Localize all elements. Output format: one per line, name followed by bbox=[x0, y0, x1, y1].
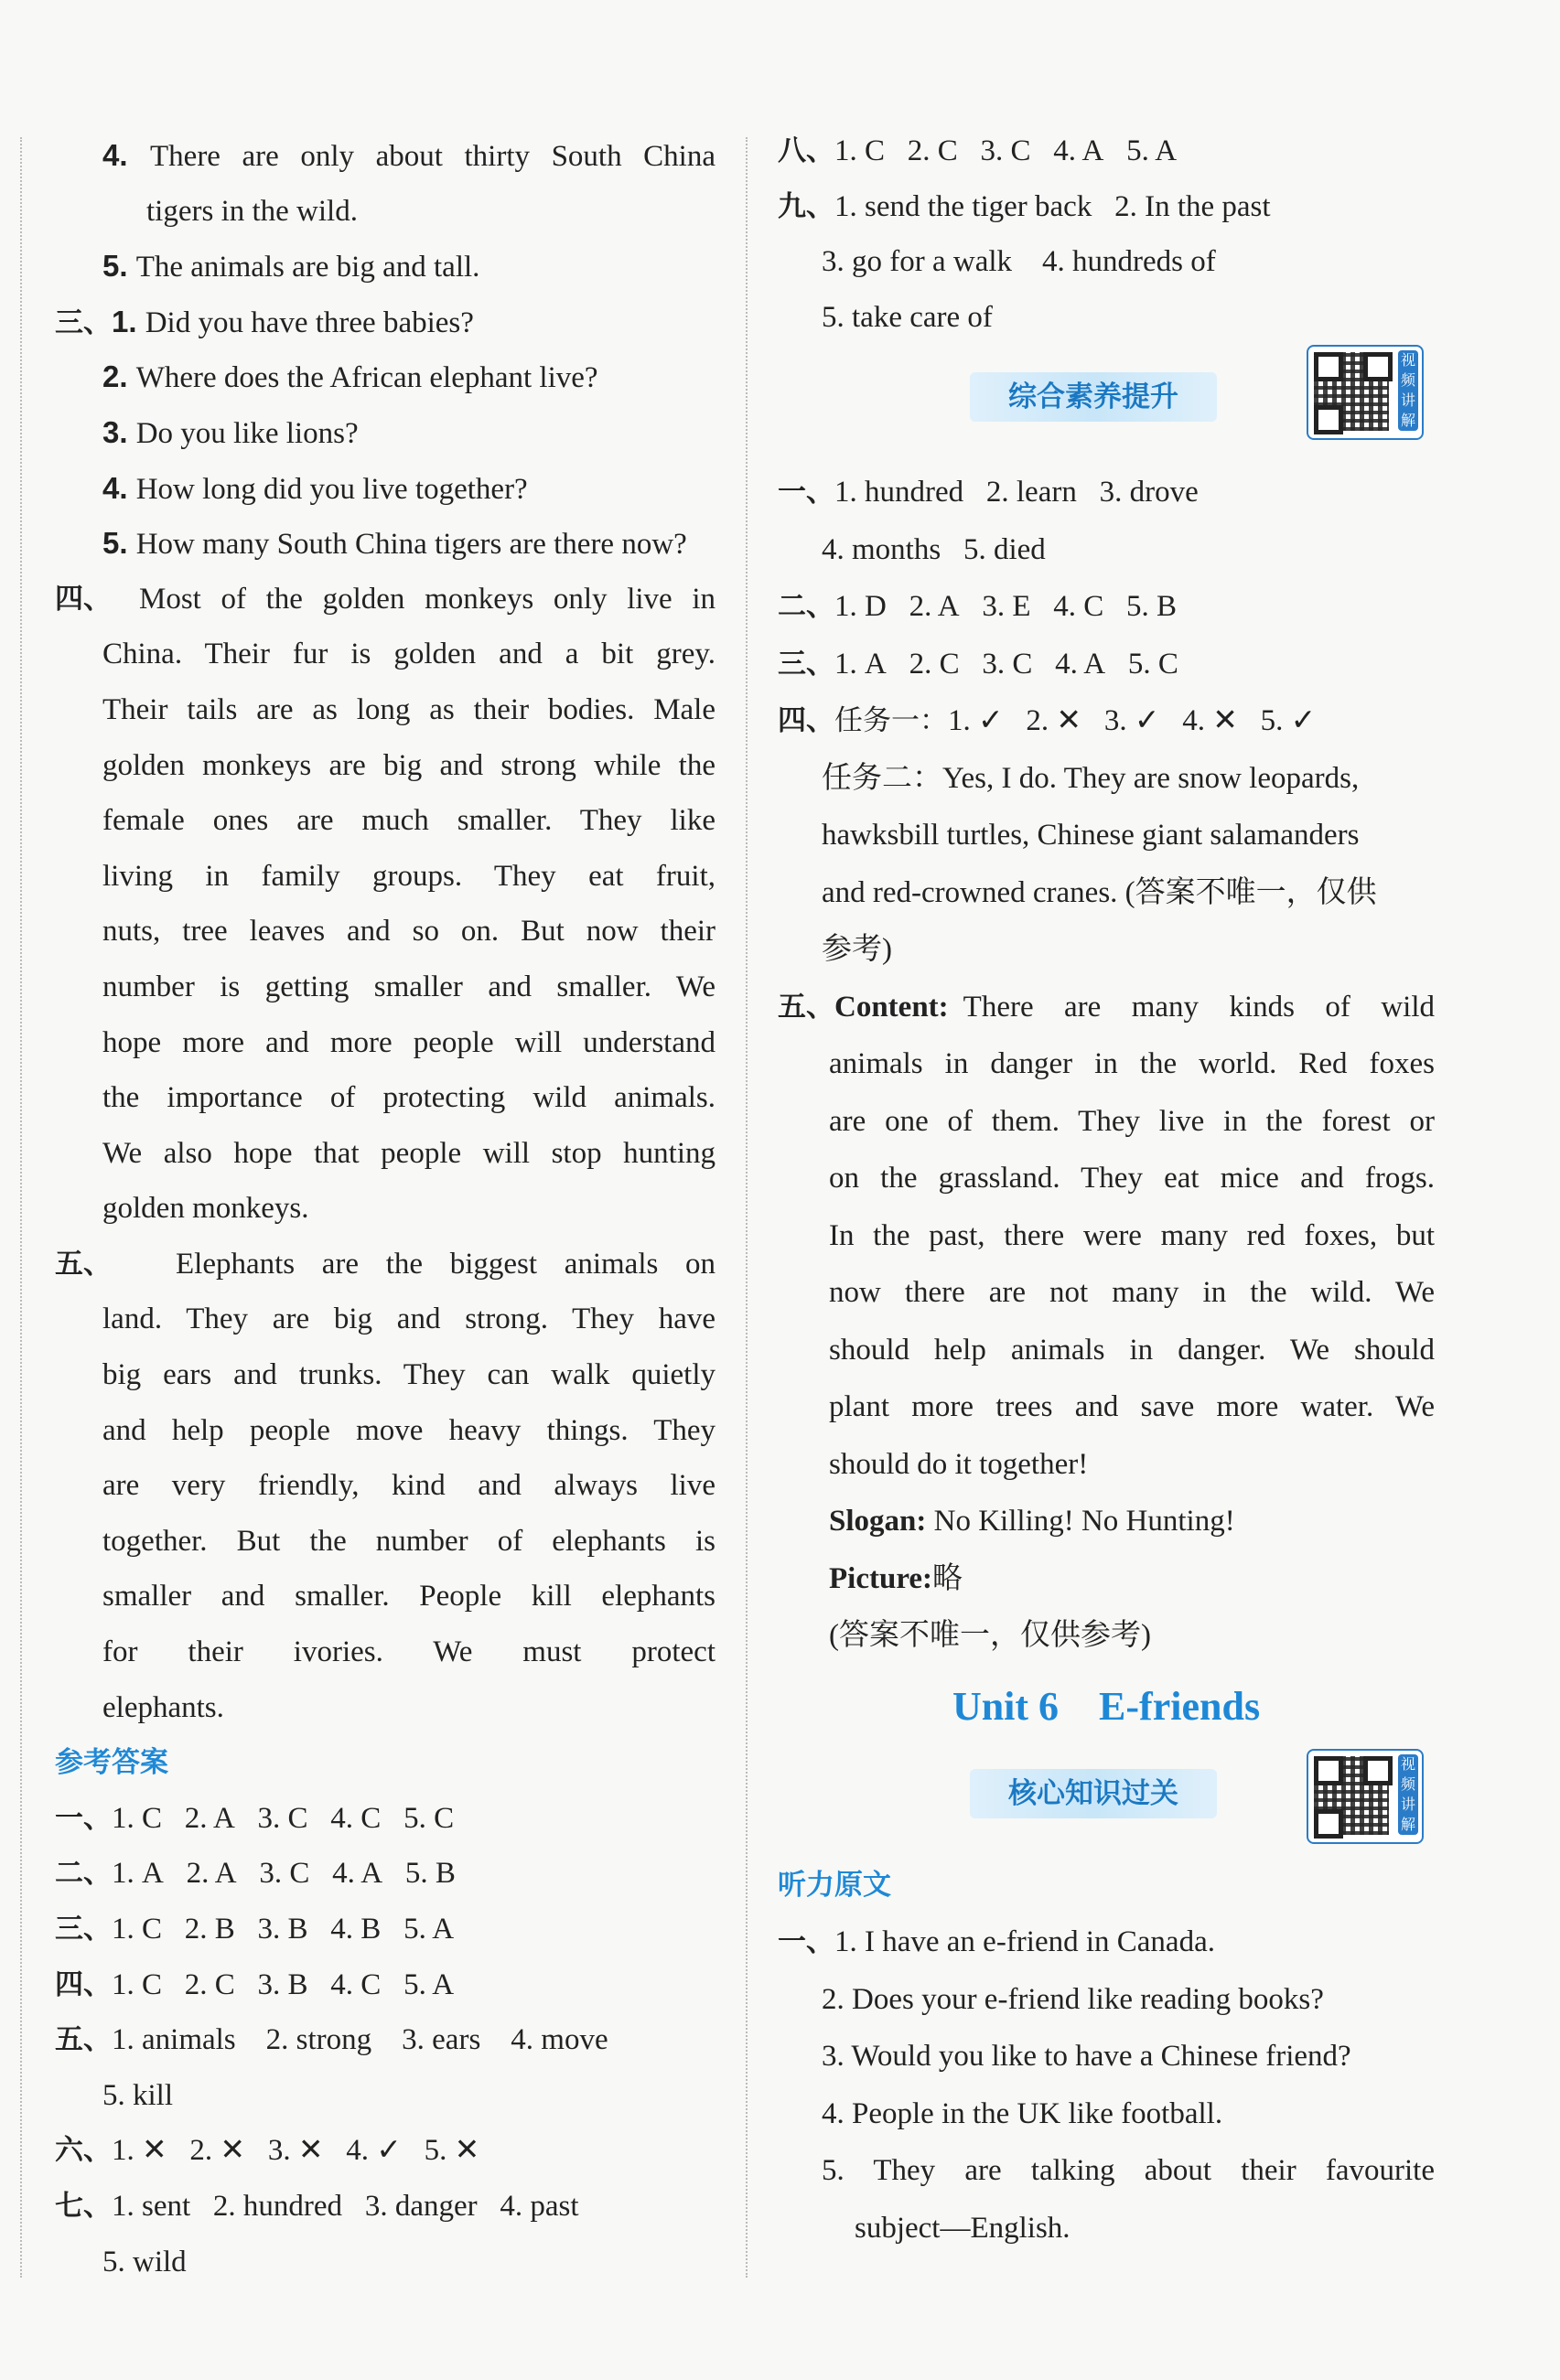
prev-q4-line1: 4. There are only about thirty South China bbox=[102, 138, 715, 173]
comp-wu-picture: Picture:略 bbox=[829, 1561, 963, 1595]
section-wu-line5: together. But the number of elephants is bbox=[102, 1524, 715, 1558]
comp-wu-content-line0: 五、 Content: There are many kinds of wild bbox=[778, 990, 1435, 1024]
answer-row-jiu-1: 九、1. send the tiger back 2. In the past bbox=[778, 189, 1271, 223]
section-san-q5: 5. How many South China tigers are there now? bbox=[102, 526, 687, 562]
comp-wu-content-line6: should help animals in danger. We should bbox=[829, 1333, 1435, 1367]
section-si-line7: number is getting smaller and smaller. We bbox=[102, 970, 715, 1003]
comp-si-task2-line1: hawksbill turtles, Chinese giant salamanders bbox=[822, 819, 1360, 852]
section-si-line2: Their tails are as long as their bodies. Male bbox=[102, 692, 715, 726]
qr-code-icon[interactable] bbox=[1307, 345, 1424, 440]
listen-line5b: subject—English. bbox=[855, 2211, 1070, 2245]
comp-wu-content-line1: animals in danger in the world. Red foxes bbox=[829, 1047, 1435, 1081]
section-san-q2: 2. Where does the African elephant live? bbox=[102, 359, 598, 395]
comp-wu-content-line2: are one of them. They live in the forest or bbox=[829, 1104, 1435, 1138]
section-si-line6: nuts, tree leaves and so on. But now their bbox=[102, 915, 715, 949]
qr-code-icon[interactable] bbox=[1307, 1749, 1424, 1844]
section-si-line3: golden monkeys are big and strong while the bbox=[102, 748, 715, 782]
comp-si-task2-line0: 任务二：Yes, I do. They are snow leopards, bbox=[822, 761, 1360, 795]
section-san-q1: 三、1. Did you have three babies? bbox=[55, 304, 474, 339]
section-si-line4: female ones are much smaller. They like bbox=[102, 804, 715, 838]
comp-wu-content-line3: on the grassland. They eat mice and frogs. bbox=[829, 1162, 1435, 1195]
section-wu-line7: for their ivories. We must protect bbox=[102, 1635, 715, 1669]
banner-comprehensive-label: 综合素养提升 bbox=[970, 372, 1217, 422]
section-wu-line4: are very friendly, kind and always live bbox=[102, 1469, 715, 1503]
comp-wu-content-line4: In the past, there were many red foxes, but bbox=[829, 1218, 1435, 1252]
answer-row-er: 二、1. A 2. A 3. C 4. A 5. B bbox=[55, 1857, 456, 1891]
prev-q4-line2: tigers in the wild. bbox=[146, 194, 358, 228]
listen-line3: 3. Would you like to have a Chinese friend? bbox=[822, 2040, 1351, 2074]
comp-yi-1: 一、1. hundred 2. learn 3. drove bbox=[778, 476, 1199, 509]
banner-comprehensive bbox=[778, 345, 1435, 464]
comp-wu-slogan: Slogan: No Killing! No Hunting! bbox=[829, 1505, 1235, 1538]
right-column bbox=[778, 123, 1435, 2257]
comp-si-task2-line3: 参考) bbox=[822, 933, 892, 967]
answer-row-san: 三、1. C 2. B 3. B 4. B 5. A bbox=[55, 1913, 455, 1946]
comp-wu-content-line8: should do it together! bbox=[829, 1447, 1089, 1481]
answer-row-ba: 八、1. C 2. C 3. C 4. A 5. A bbox=[778, 134, 1178, 167]
comp-si-task1: 四、任务一：1. ✓ 2. ✕ 3. ✓ 4. ✕ 5. ✓ bbox=[778, 704, 1317, 738]
section-si-line0: 四、 Most of the golden monkeys only live in bbox=[55, 582, 715, 616]
comp-si-task2-line2: and red-crowned cranes. (答案不唯一，仅供 bbox=[822, 875, 1377, 909]
section-si-line8: hope more and more people will understand bbox=[102, 1025, 715, 1059]
unit-title: Unit 6 E-friends bbox=[952, 1683, 1261, 1729]
answer-row-jiu-3: 5. take care of bbox=[822, 300, 993, 334]
listen-line1: 一、1. I have an e-friend in Canada. bbox=[778, 1925, 1215, 1959]
section-si-line11: golden monkeys. bbox=[102, 1192, 309, 1226]
answer-row-qi-last: 5. wild bbox=[102, 2245, 187, 2278]
listening-script-title: 听力原文 bbox=[778, 1868, 891, 1902]
comp-er: 二、1. D 2. A 3. E 4. C 5. B bbox=[778, 590, 1178, 624]
section-wu-line3: and help people move heavy things. They bbox=[102, 1413, 715, 1447]
section-wu-line2: big ears and trunks. They can walk quietly bbox=[102, 1358, 715, 1392]
answer-row-yi: 一、1. C 2. A 3. C 4. C 5. C bbox=[55, 1801, 455, 1835]
video-label: 视频讲解 bbox=[1398, 350, 1418, 431]
video-label: 视频讲解 bbox=[1398, 1754, 1418, 1835]
comp-wu-content-line7: plant more trees and save more water. We bbox=[829, 1390, 1435, 1424]
section-san-q3: 3. Do you like lions? bbox=[102, 414, 359, 450]
answer-row-liu: 六、1. ✕ 2. ✕ 3. ✕ 4. ✓ 5. ✕ bbox=[55, 2134, 480, 2168]
answer-row-wu-last: 5. kill bbox=[102, 2078, 174, 2112]
left-column bbox=[55, 128, 715, 2289]
comp-san: 三、1. A 2. C 3. C 4. A 5. C bbox=[778, 647, 1178, 681]
reference-answers-title: 参考答案 bbox=[55, 1746, 168, 1780]
section-si-line9: the importance of protecting wild animals. bbox=[102, 1081, 715, 1115]
column-divider bbox=[746, 137, 748, 2278]
answer-row-wu: 五、1. animals 2. strong 3. ears 4. move bbox=[55, 2023, 608, 2057]
section-wu-line8: elephants. bbox=[102, 1690, 224, 1724]
section-si-line1: China. Their fur is golden and a bit grey. bbox=[102, 638, 715, 671]
listen-line2: 2. Does your e-friend like reading books? bbox=[822, 1982, 1324, 2016]
left-margin-divider bbox=[20, 137, 22, 2278]
banner-core-label: 核心知识过关 bbox=[970, 1769, 1217, 1818]
comp-wu-content-line5: now there are not many in the wild. We bbox=[829, 1276, 1435, 1310]
section-san-q4: 4. How long did you live together? bbox=[102, 470, 528, 506]
section-si-line5: living in family groups. They eat fruit, bbox=[102, 859, 715, 893]
answer-row-si: 四、1. C 2. C 3. B 4. C 5. A bbox=[55, 1967, 455, 2001]
banner-core bbox=[778, 1749, 1435, 1857]
comp-wu-note: (答案不唯一，仅供参考) bbox=[829, 1619, 1151, 1653]
comp-yi-2: 4. months 5. died bbox=[822, 532, 1046, 566]
listen-line4: 4. People in the UK like football. bbox=[822, 2096, 1223, 2130]
prev-q5: 5. The animals are big and tall. bbox=[102, 249, 480, 284]
answer-row-jiu-2: 3. go for a walk 4. hundreds of bbox=[822, 245, 1216, 279]
section-wu-line1: land. They are big and strong. They have bbox=[102, 1303, 715, 1336]
answer-row-qi: 七、1. sent 2. hundred 3. danger 4. past bbox=[55, 2189, 579, 2223]
section-si-line10: We also hope that people will stop hunting bbox=[102, 1136, 715, 1170]
section-wu-line6: smaller and smaller. People kill elephants bbox=[102, 1580, 715, 1613]
section-wu-line0: 五、 Elephants are the biggest animals on bbox=[55, 1247, 715, 1281]
listen-line5a: 5. They are talking about their favourite bbox=[822, 2154, 1435, 2188]
